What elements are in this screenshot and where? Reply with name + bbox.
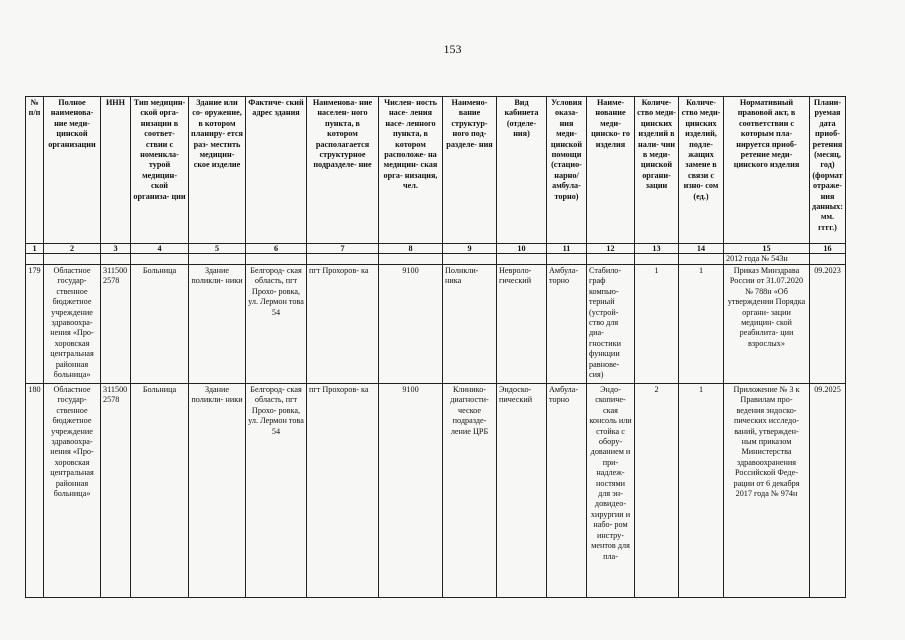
column-number: 8 bbox=[379, 244, 443, 254]
column-number: 12 bbox=[587, 244, 635, 254]
inn: 311500 2578 bbox=[101, 384, 131, 598]
legal-act: Приложение № 3 к Правилам про- ведения эндоско- пических исследо- ваний, утвержден- ным приказом Министерства здравоохранения Российской Феде- рации от 6 декабря 2017 года № 974н bbox=[724, 384, 810, 598]
device-name: Эндо- скопиче- ская консоль или стойка с обору- дованием и при- надлеж- ностями для эн- довидео- хирургии и набо- ром инстру- ментов для пла- bbox=[587, 384, 635, 598]
care-conditions: Амбула- торно bbox=[547, 384, 587, 598]
header-count-have: Количе- ство меди- цинских изделий в нали- чии в меди- цинской органи- зации bbox=[635, 97, 679, 244]
column-number: 16 bbox=[810, 244, 846, 254]
legal-act: Приказ Минздрава России от 31.07.2020 № 788н «Об утверждении Порядка органи- зации медицин- ской реабилита- ции взрослых» bbox=[724, 265, 810, 384]
column-number: 7 bbox=[307, 244, 379, 254]
column-number: 10 bbox=[497, 244, 547, 254]
table-row bbox=[26, 384, 846, 598]
column-number-row bbox=[26, 244, 846, 254]
org-type: Больница bbox=[131, 265, 189, 384]
header-building: Здание или со- оружение, в котором планиру- ется раз- местить медицин- ское изделие bbox=[189, 97, 246, 244]
column-number: 2 bbox=[44, 244, 101, 254]
column-number: 1 bbox=[26, 244, 44, 254]
column-number: 5 bbox=[189, 244, 246, 254]
header-date: Плани- руемая дата приоб- ретения (месяц, год) (формат отраже- ния данных: мм. гггг.) bbox=[810, 97, 846, 244]
population: 9100 bbox=[379, 384, 443, 598]
header-address: Фактиче- ский адрес здания bbox=[246, 97, 307, 244]
device-name: Стабило- граф компью- терный (устрой- ство для диа- гностики функции равнове- сия) bbox=[587, 265, 635, 384]
purchase-date: 09.2023 bbox=[810, 265, 846, 384]
count-replace: 1 bbox=[679, 384, 724, 598]
header-row bbox=[26, 97, 846, 244]
column-number: 3 bbox=[101, 244, 131, 254]
cabinet-type: Эндоско- пический bbox=[497, 384, 547, 598]
row-number: 180 bbox=[26, 384, 44, 598]
care-conditions: Амбула- торно bbox=[547, 265, 587, 384]
cabinet-type: Невроло- гический bbox=[497, 265, 547, 384]
count-have: 2 bbox=[635, 384, 679, 598]
header-cabinet: Вид кабинета (отделе- ния) bbox=[497, 97, 547, 244]
inn: 311500 2578 bbox=[101, 265, 131, 384]
header-conditions: Условия оказа- ния меди- цинской помощи (стацио- нарно/ амбула- торно) bbox=[547, 97, 587, 244]
header-settlement: Наименова- ние населен- ного пункта, в котором располагается структурное подразделе- ние bbox=[307, 97, 379, 244]
settlement: пгт Прохоров- ка bbox=[307, 265, 379, 384]
header-inn: ИНН bbox=[101, 97, 131, 244]
purchase-date: 09.2025 bbox=[810, 384, 846, 598]
header-population: Числен- ность насе- ления насе- ленного пункта, в котором расположе- на медицин- ская орга- низация, чел. bbox=[379, 97, 443, 244]
column-number: 15 bbox=[724, 244, 810, 254]
address: Белгород- ская область, пгт Прохо- ровка, ул. Лермон това 54 bbox=[246, 265, 307, 384]
header-unit: Наимено- вание структур- ного под- разделе- ния bbox=[443, 97, 497, 244]
building: Здание поликли- ники bbox=[189, 265, 246, 384]
column-number: 11 bbox=[547, 244, 587, 254]
carryover-row bbox=[26, 254, 846, 265]
building: Здание поликли- ники bbox=[189, 384, 246, 598]
medical-equipment-table bbox=[25, 96, 846, 598]
table-row bbox=[26, 265, 846, 384]
org-name: Областное государ- ственное бюджетное учреждение здравоохра- нения «Про- хоровская центральная районная больница» bbox=[44, 265, 101, 384]
page-number: 153 bbox=[443, 42, 462, 56]
row-number: 179 bbox=[26, 265, 44, 384]
unit-name: Поликли- ника bbox=[443, 265, 497, 384]
header-device: Наиме- нование меди- цинско- го изделия bbox=[587, 97, 635, 244]
column-number: 6 bbox=[246, 244, 307, 254]
column-number: 9 bbox=[443, 244, 497, 254]
header-org: Полное наименова- ние меди- цинской организации bbox=[44, 97, 101, 244]
column-number: 13 bbox=[635, 244, 679, 254]
unit-name: Клинико- диагности- ческое подразде- ление ЦРБ bbox=[443, 384, 497, 598]
header-num: № п/п bbox=[26, 97, 44, 244]
address: Белгород- ская область, пгт Прохо- ровка, ул. Лермон това 54 bbox=[246, 384, 307, 598]
carryover-note: 2012 года № 543н bbox=[724, 254, 810, 265]
header-act: Нормативный правовой акт, в соответствии с которым пла- нируется приоб- ретение меди- цинского изделия bbox=[724, 97, 810, 244]
header-count-replace: Количе- ство меди- цинских изделий, подле- жащих замене в связи с изно- сом (ед.) bbox=[679, 97, 724, 244]
org-type: Больница bbox=[131, 384, 189, 598]
count-replace: 1 bbox=[679, 265, 724, 384]
population: 9100 bbox=[379, 265, 443, 384]
count-have: 1 bbox=[635, 265, 679, 384]
header-type: Тип медицин- ской орга- низации в соответ- ствии с номенкла- турой медицин- ской организа- ции bbox=[131, 97, 189, 244]
column-number: 4 bbox=[131, 244, 189, 254]
org-name: Областное государ- ственное бюджетное учреждение здравоохра- нения «Про- хоровская центральная районная больница» bbox=[44, 384, 101, 598]
settlement: пгт Прохоров- ка bbox=[307, 384, 379, 598]
column-number: 14 bbox=[679, 244, 724, 254]
